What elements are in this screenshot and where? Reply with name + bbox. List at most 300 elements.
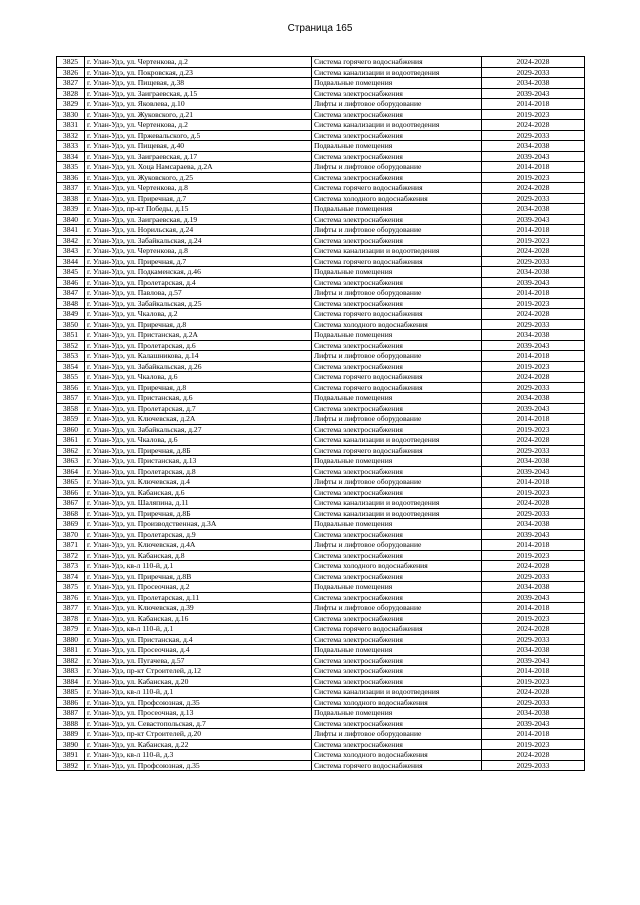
table-row [57, 319, 585, 330]
address-cell: г. Улан-Удэ, ул. Забайкальская, д.24 [85, 235, 312, 246]
table-row [57, 529, 585, 540]
system-cell: Система электроснабжения [312, 403, 482, 414]
address-cell: г. Улан-Удэ, ул. Пристанская, д.4 [85, 634, 312, 645]
system-cell: Система электроснабжения [312, 214, 482, 225]
row-number: 3843 [57, 246, 85, 257]
system-cell: Система электроснабжения [312, 666, 482, 677]
system-cell: Система электроснабжения [312, 88, 482, 99]
row-number: 3891 [57, 750, 85, 761]
period-cell: 2024-2028 [482, 372, 585, 383]
period-cell: 2014-2018 [482, 288, 585, 299]
table-row [57, 162, 585, 173]
table-row [57, 424, 585, 435]
table-row [57, 382, 585, 393]
period-cell: 2024-2028 [482, 498, 585, 509]
table-row [57, 277, 585, 288]
system-cell: Система электроснабжения [312, 739, 482, 750]
address-cell: г. Улан-Удэ, ул. Пролетарская, д.9 [85, 529, 312, 540]
address-cell: г. Улан-Удэ, ул. Пролетарская, д.8 [85, 466, 312, 477]
address-cell: г. Улан-Удэ, ул. Ключевская, д.2А [85, 414, 312, 425]
row-number: 3849 [57, 309, 85, 320]
system-cell: Система горячего водоснабжения [312, 624, 482, 635]
row-number: 3839 [57, 204, 85, 215]
system-cell: Система электроснабжения [312, 487, 482, 498]
address-cell: г. Улан-Удэ, ул. Приречная, д.7 [85, 193, 312, 204]
period-cell: 2034-2038 [482, 330, 585, 341]
row-number: 3874 [57, 571, 85, 582]
table-row [57, 729, 585, 740]
address-cell: г. Улан-Удэ, ул. Ключевская, д.4 [85, 477, 312, 488]
row-number: 3889 [57, 729, 85, 740]
table-row [57, 88, 585, 99]
row-number: 3857 [57, 393, 85, 404]
row-number: 3844 [57, 256, 85, 267]
table-row [57, 183, 585, 194]
row-number: 3856 [57, 382, 85, 393]
system-cell: Подвальные помещения [312, 141, 482, 152]
address-cell: г. Улан-Удэ, ул. Шаляпина, д.11 [85, 498, 312, 509]
address-cell: г. Улан-Удэ, ул. Кабанская, д.8 [85, 550, 312, 561]
address-cell: г. Улан-Удэ, ул. Кабанская, д.20 [85, 676, 312, 687]
table-row [57, 634, 585, 645]
system-cell: Система горячего водоснабжения [312, 382, 482, 393]
system-cell: Система горячего водоснабжения [312, 760, 482, 771]
system-cell: Подвальные помещения [312, 456, 482, 467]
table-row [57, 456, 585, 467]
period-cell: 2019-2023 [482, 109, 585, 120]
row-number: 3825 [57, 57, 85, 68]
period-cell: 2014-2018 [482, 351, 585, 362]
address-cell: г. Улан-Удэ, ул. Пролетарская, д.4 [85, 277, 312, 288]
system-cell: Система канализации и водоотведения [312, 67, 482, 78]
row-number: 3828 [57, 88, 85, 99]
period-cell: 2029-2033 [482, 67, 585, 78]
table-row [57, 624, 585, 635]
period-cell: 2034-2038 [482, 456, 585, 467]
system-cell: Система канализации и водоотведения [312, 246, 482, 257]
address-cell: г. Улан-Удэ, ул. Павлова, д.57 [85, 288, 312, 299]
system-cell: Система электроснабжения [312, 634, 482, 645]
system-cell: Система канализации и водоотведения [312, 435, 482, 446]
period-cell: 2014-2018 [482, 99, 585, 110]
system-cell: Лифты и лифтовое оборудование [312, 477, 482, 488]
address-cell: г. Улан-Удэ, ул. Профсоюзная, д.35 [85, 760, 312, 771]
table-row [57, 141, 585, 152]
system-cell: Система горячего водоснабжения [312, 256, 482, 267]
table-row [57, 477, 585, 488]
period-cell: 2019-2023 [482, 361, 585, 372]
system-cell: Система электроснабжения [312, 571, 482, 582]
period-cell: 2034-2038 [482, 78, 585, 89]
address-cell: г. Улан-Удэ, ул. Профсоюзная, д.35 [85, 697, 312, 708]
address-cell: г. Улан-Удэ, ул. Чкалова, д.6 [85, 372, 312, 383]
period-cell: 2029-2033 [482, 634, 585, 645]
address-cell: г. Улан-Удэ, ул. Ключевская, д.39 [85, 603, 312, 614]
table-row [57, 214, 585, 225]
address-cell: г. Улан-Удэ, ул. Приречная, д.8В [85, 571, 312, 582]
period-cell: 2039-2043 [482, 592, 585, 603]
table-row [57, 309, 585, 320]
system-cell: Система канализации и водоотведения [312, 508, 482, 519]
address-cell: г. Улан-Удэ, пр-кт Победы, д.15 [85, 204, 312, 215]
period-cell: 2029-2033 [482, 445, 585, 456]
period-cell: 2029-2033 [482, 382, 585, 393]
period-cell: 2024-2028 [482, 561, 585, 572]
row-number: 3836 [57, 172, 85, 183]
table-row [57, 445, 585, 456]
row-number: 3826 [57, 67, 85, 78]
system-cell: Лифты и лифтовое оборудование [312, 351, 482, 362]
table-row [57, 645, 585, 656]
address-cell: г. Улан-Удэ, ул. Чертенкова, д.8 [85, 183, 312, 194]
system-cell: Система горячего водоснабжения [312, 309, 482, 320]
system-cell: Лифты и лифтовое оборудование [312, 540, 482, 551]
address-cell: г. Улан-Удэ, ул. Жуковского, д.21 [85, 109, 312, 120]
period-cell: 2034-2038 [482, 519, 585, 530]
table-row [57, 655, 585, 666]
period-cell: 2024-2028 [482, 183, 585, 194]
period-cell: 2029-2033 [482, 508, 585, 519]
table-row [57, 760, 585, 771]
system-cell: Система электроснабжения [312, 109, 482, 120]
table-row [57, 571, 585, 582]
table-row [57, 235, 585, 246]
system-cell: Система электроснабжения [312, 718, 482, 729]
system-cell: Система холодного водоснабжения [312, 319, 482, 330]
table-row [57, 603, 585, 614]
period-cell: 2029-2033 [482, 256, 585, 267]
table-row [57, 288, 585, 299]
address-cell: г. Улан-Удэ, ул. Пржевальского, д.5 [85, 130, 312, 141]
period-cell: 2039-2043 [482, 466, 585, 477]
address-cell: г. Улан-Удэ, ул. Норильская, д.24 [85, 225, 312, 236]
table-row [57, 57, 585, 68]
row-number: 3835 [57, 162, 85, 173]
period-cell: 2019-2023 [482, 676, 585, 687]
system-cell: Система холодного водоснабжения [312, 750, 482, 761]
period-cell: 2039-2043 [482, 655, 585, 666]
address-cell: г. Улан-Удэ, ул. Пролетарская, д.11 [85, 592, 312, 603]
period-cell: 2039-2043 [482, 277, 585, 288]
address-cell: г. Улан-Удэ, ул. Пристанская, д.6 [85, 393, 312, 404]
table-row [57, 246, 585, 257]
system-cell: Подвальные помещения [312, 708, 482, 719]
address-cell: г. Улан-Удэ, ул. Яковлева, д.10 [85, 99, 312, 110]
address-cell: г. Улан-Удэ, кв-л 110-й, д.1 [85, 561, 312, 572]
table-row [57, 498, 585, 509]
period-cell: 2014-2018 [482, 414, 585, 425]
period-cell: 2024-2028 [482, 687, 585, 698]
period-cell: 2039-2043 [482, 151, 585, 162]
row-number: 3878 [57, 613, 85, 624]
table-row [57, 351, 585, 362]
system-cell: Система горячего водоснабжения [312, 57, 482, 68]
system-cell: Система электроснабжения [312, 277, 482, 288]
row-number: 3877 [57, 603, 85, 614]
row-number: 3865 [57, 477, 85, 488]
row-number: 3881 [57, 645, 85, 656]
table-row [57, 361, 585, 372]
address-cell: г. Улан-Удэ, ул. Приречная, д.8 [85, 319, 312, 330]
row-number: 3853 [57, 351, 85, 362]
period-cell: 2019-2023 [482, 235, 585, 246]
system-cell: Система электроснабжения [312, 613, 482, 624]
row-number: 3873 [57, 561, 85, 572]
period-cell: 2019-2023 [482, 739, 585, 750]
address-cell: г. Улан-Удэ, ул. Заиграевская, д.17 [85, 151, 312, 162]
address-cell: г. Улан-Удэ, ул. Ключевская, д.4А [85, 540, 312, 551]
row-number: 3841 [57, 225, 85, 236]
address-cell: г. Улан-Удэ, ул. Приречная, д.8Б [85, 445, 312, 456]
system-cell: Система канализации и водоотведения [312, 687, 482, 698]
table-row [57, 687, 585, 698]
table-row [57, 550, 585, 561]
table-row [57, 130, 585, 141]
address-cell: г. Улан-Удэ, ул. Заиграевская, д.15 [85, 88, 312, 99]
row-number: 3858 [57, 403, 85, 414]
row-number: 3886 [57, 697, 85, 708]
system-cell: Подвальные помещения [312, 267, 482, 278]
system-cell: Система электроснабжения [312, 592, 482, 603]
address-cell: г. Улан-Удэ, ул. Чертенкова, д.2 [85, 120, 312, 131]
period-cell: 2024-2028 [482, 309, 585, 320]
period-cell: 2024-2028 [482, 246, 585, 257]
system-cell: Система электроснабжения [312, 550, 482, 561]
address-cell: г. Улан-Удэ, кв-л 110-й, д.3 [85, 750, 312, 761]
table-row [57, 435, 585, 446]
system-cell: Система горячего водоснабжения [312, 372, 482, 383]
system-cell: Система электроснабжения [312, 424, 482, 435]
row-number: 3885 [57, 687, 85, 698]
period-cell: 2039-2043 [482, 88, 585, 99]
row-number: 3890 [57, 739, 85, 750]
row-number: 3845 [57, 267, 85, 278]
table-row [57, 67, 585, 78]
period-cell: 2024-2028 [482, 435, 585, 446]
row-number: 3852 [57, 340, 85, 351]
address-cell: г. Улан-Удэ, ул. Севастопольская, д.7 [85, 718, 312, 729]
row-number: 3837 [57, 183, 85, 194]
table-row [57, 414, 585, 425]
address-cell: г. Улан-Удэ, ул. Пристанская, д.13 [85, 456, 312, 467]
period-cell: 2029-2033 [482, 697, 585, 708]
period-cell: 2034-2038 [482, 267, 585, 278]
row-number: 3834 [57, 151, 85, 162]
system-cell: Лифты и лифтовое оборудование [312, 729, 482, 740]
row-number: 3880 [57, 634, 85, 645]
address-cell: г. Улан-Удэ, пр-кт Строителей, д.12 [85, 666, 312, 677]
row-number: 3860 [57, 424, 85, 435]
system-cell: Подвальные помещения [312, 645, 482, 656]
row-number: 3871 [57, 540, 85, 551]
row-number: 3846 [57, 277, 85, 288]
table-row [57, 708, 585, 719]
system-cell: Система электроснабжения [312, 340, 482, 351]
table-row [57, 508, 585, 519]
row-number: 3832 [57, 130, 85, 141]
system-cell: Система электроснабжения [312, 172, 482, 183]
system-cell: Система электроснабжения [312, 361, 482, 372]
address-cell: г. Улан-Удэ, ул. Приречная, д.7 [85, 256, 312, 267]
row-number: 3840 [57, 214, 85, 225]
address-cell: г. Улан-Удэ, ул. Калашникова, д.14 [85, 351, 312, 362]
system-cell: Подвальные помещения [312, 204, 482, 215]
address-cell: г. Улан-Удэ, ул. Чкалова, д.6 [85, 435, 312, 446]
table-row [57, 697, 585, 708]
address-cell: г. Улан-Удэ, ул. Приречная, д.8 [85, 382, 312, 393]
address-cell: г. Улан-Удэ, ул. Заиграевская, д.19 [85, 214, 312, 225]
table-row [57, 78, 585, 89]
system-cell: Система канализации и водоотведения [312, 120, 482, 131]
row-number: 3842 [57, 235, 85, 246]
table-row [57, 267, 585, 278]
row-number: 3833 [57, 141, 85, 152]
table-row [57, 120, 585, 131]
period-cell: 2039-2043 [482, 718, 585, 729]
address-cell: г. Улан-Удэ, кв-л 110-й, д.1 [85, 687, 312, 698]
table-row [57, 225, 585, 236]
table-row [57, 466, 585, 477]
address-cell: г. Улан-Удэ, ул. Пищевая, д.40 [85, 141, 312, 152]
period-cell: 2029-2033 [482, 760, 585, 771]
system-cell: Подвальные помещения [312, 582, 482, 593]
row-number: 3850 [57, 319, 85, 330]
period-cell: 2034-2038 [482, 393, 585, 404]
row-number: 3870 [57, 529, 85, 540]
address-cell: г. Улан-Удэ, ул. Просеочная, д.2 [85, 582, 312, 593]
period-cell: 2034-2038 [482, 141, 585, 152]
table-row [57, 99, 585, 110]
register-table [56, 56, 585, 771]
row-number: 3861 [57, 435, 85, 446]
row-number: 3887 [57, 708, 85, 719]
table-row [57, 172, 585, 183]
address-cell: г. Улан-Удэ, ул. Кабанская, д.22 [85, 739, 312, 750]
row-number: 3829 [57, 99, 85, 110]
address-cell: г. Улан-Удэ, ул. Хоца Намсараева, д.2А [85, 162, 312, 173]
table-row [57, 330, 585, 341]
address-cell: г. Улан-Удэ, ул. Жуковского, д.25 [85, 172, 312, 183]
table-row [57, 582, 585, 593]
row-number: 3864 [57, 466, 85, 477]
table-row [57, 393, 585, 404]
row-number: 3869 [57, 519, 85, 530]
system-cell: Система холодного водоснабжения [312, 697, 482, 708]
system-cell: Лифты и лифтовое оборудование [312, 414, 482, 425]
row-number: 3888 [57, 718, 85, 729]
period-cell: 2034-2038 [482, 204, 585, 215]
system-cell: Система холодного водоснабжения [312, 193, 482, 204]
system-cell: Система канализации и водоотведения [312, 498, 482, 509]
table-row [57, 739, 585, 750]
period-cell: 2019-2023 [482, 487, 585, 498]
address-cell: г. Улан-Удэ, ул. Просеочная, д.4 [85, 645, 312, 656]
table-row [57, 718, 585, 729]
system-cell: Лифты и лифтовое оборудование [312, 99, 482, 110]
row-number: 3883 [57, 666, 85, 677]
table-row [57, 519, 585, 530]
system-cell: Подвальные помещения [312, 393, 482, 404]
period-cell: 2024-2028 [482, 624, 585, 635]
address-cell: г. Улан-Удэ, ул. Пристанская, д.2А [85, 330, 312, 341]
row-number: 3868 [57, 508, 85, 519]
table-row [57, 298, 585, 309]
period-cell: 2019-2023 [482, 424, 585, 435]
row-number: 3851 [57, 330, 85, 341]
table-row [57, 109, 585, 120]
system-cell: Система электроснабжения [312, 235, 482, 246]
system-cell: Лифты и лифтовое оборудование [312, 288, 482, 299]
table-row [57, 750, 585, 761]
system-cell: Подвальные помещения [312, 78, 482, 89]
period-cell: 2019-2023 [482, 298, 585, 309]
row-number: 3859 [57, 414, 85, 425]
period-cell: 2014-2018 [482, 162, 585, 173]
system-cell: Система горячего водоснабжения [312, 445, 482, 456]
row-number: 3847 [57, 288, 85, 299]
address-cell: г. Улан-Удэ, ул. Кабанская, д.16 [85, 613, 312, 624]
period-cell: 2014-2018 [482, 540, 585, 551]
period-cell: 2039-2043 [482, 403, 585, 414]
period-cell: 2034-2038 [482, 645, 585, 656]
period-cell: 2019-2023 [482, 613, 585, 624]
period-cell: 2034-2038 [482, 708, 585, 719]
table-row [57, 561, 585, 572]
period-cell: 2014-2018 [482, 666, 585, 677]
system-cell: Система электроснабжения [312, 655, 482, 666]
address-cell: г. Улан-Удэ, ул. Чертенкова, д.2 [85, 57, 312, 68]
system-cell: Подвальные помещения [312, 330, 482, 341]
period-cell: 2029-2033 [482, 319, 585, 330]
address-cell: г. Улан-Удэ, ул. Подкаменская, д.46 [85, 267, 312, 278]
address-cell: г. Улан-Удэ, ул. Приречная, д.8Б [85, 508, 312, 519]
period-cell: 2019-2023 [482, 550, 585, 561]
period-cell: 2014-2018 [482, 477, 585, 488]
period-cell: 2024-2028 [482, 750, 585, 761]
system-cell: Подвальные помещения [312, 519, 482, 530]
system-cell: Лифты и лифтовое оборудование [312, 225, 482, 236]
table-row [57, 676, 585, 687]
period-cell: 2014-2018 [482, 225, 585, 236]
table-row [57, 540, 585, 551]
system-cell: Система электроснабжения [312, 676, 482, 687]
table-row [57, 666, 585, 677]
address-cell: г. Улан-Удэ, ул. Забайкальская, д.26 [85, 361, 312, 372]
row-number: 3875 [57, 582, 85, 593]
address-cell: г. Улан-Удэ, ул. Пугачева, д.57 [85, 655, 312, 666]
table-row [57, 204, 585, 215]
period-cell: 2029-2033 [482, 130, 585, 141]
table-row [57, 613, 585, 624]
system-cell: Система электроснабжения [312, 298, 482, 309]
address-cell: г. Улан-Удэ, ул. Кабанская, д.6 [85, 487, 312, 498]
row-number: 3882 [57, 655, 85, 666]
table-row [57, 193, 585, 204]
row-number: 3876 [57, 592, 85, 603]
row-number: 3838 [57, 193, 85, 204]
period-cell: 2019-2023 [482, 172, 585, 183]
period-cell: 2029-2033 [482, 571, 585, 582]
address-cell: г. Улан-Удэ, ул. Чкалова, д.2 [85, 309, 312, 320]
address-cell: г. Улан-Удэ, ул. Забайкальская, д.25 [85, 298, 312, 309]
period-cell: 2034-2038 [482, 582, 585, 593]
system-cell: Система холодного водоснабжения [312, 561, 482, 572]
register-table-body [57, 57, 585, 771]
table-row [57, 592, 585, 603]
table-row [57, 487, 585, 498]
table-row [57, 151, 585, 162]
row-number: 3867 [57, 498, 85, 509]
